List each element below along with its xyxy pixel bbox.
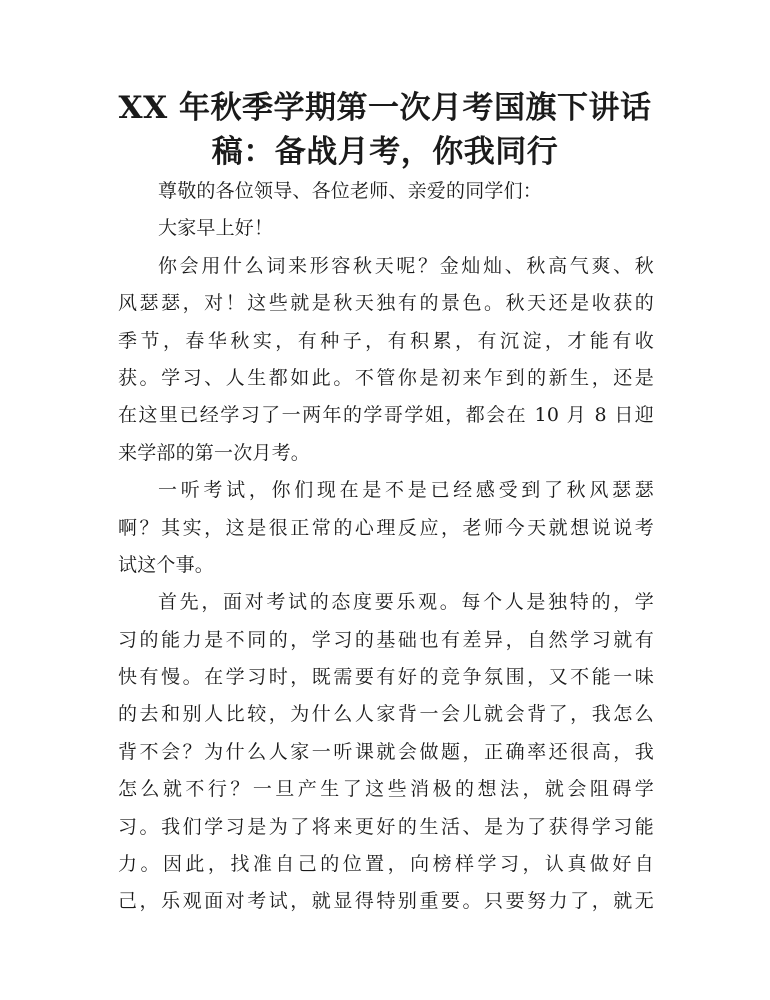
text-line: 怎么就不行？一旦产生了这些消极的想法，就会阻碍学 xyxy=(118,778,654,801)
document-body xyxy=(118,173,654,921)
text-line: 快有慢。在学习时，既需要有好的竞争氛围，又不能一味 xyxy=(118,666,654,689)
text-line: 在这里已经学习了一两年的学哥学姐，都会在 10 月 8 日迎 xyxy=(118,404,654,427)
text-line: 力。因此，找准自己的位置，向榜样学习，认真做好自 xyxy=(118,853,654,876)
text-line: 获。学习、人生都如此。不管你是初来乍到的新生，还是 xyxy=(118,366,654,389)
text-line: 尊敬的各位领导、各位老师、亲爱的同学们： xyxy=(158,180,543,202)
document-title xyxy=(100,86,670,174)
text-line: 你会用什么词来形容秋天呢？金灿灿、秋高气爽、秋 xyxy=(158,254,654,277)
text-line: 的去和别人比较，为什么人家背一会儿就会背了，我怎么 xyxy=(118,703,654,726)
text-line: 背不会？为什么人家一听课就会做题，正确率还很高，我 xyxy=(118,740,654,763)
text-line: 一听考试，你们现在是不是已经感受到了秋风瑟瑟 xyxy=(158,479,654,502)
text-line: 习的能力是不同的，学习的基础也有差异，自然学习就有 xyxy=(118,628,654,651)
title-line-1: XX 年秋季学期第一次月考国旗下讲话 xyxy=(118,90,652,126)
text-line: 己，乐观面对考试，就显得特别重要。只要努力了，就无 xyxy=(118,890,654,913)
text-line: 习。我们学习是为了将来更好的生活、是为了获得学习能 xyxy=(118,815,654,838)
text-line: 风瑟瑟，对！这些就是秋天独有的景色。秋天还是收获的 xyxy=(118,292,654,315)
text-line: 啊？其实，这是很正常的心理反应，老师今天就想说说考 xyxy=(118,516,654,539)
title-line-2: 稿：备战月考，你我同行 xyxy=(211,134,559,170)
text-line: 大家早上好！ xyxy=(158,217,274,240)
text-line: 首先，面对考试的态度要乐观。每个人是独特的，学 xyxy=(158,591,654,614)
text-line: 来学部的第一次月考。 xyxy=(118,441,311,464)
text-line: 季节，春华秋实，有种子，有积累，有沉淀，才能有收 xyxy=(118,329,654,352)
text-line: 试这个事。 xyxy=(118,553,215,576)
